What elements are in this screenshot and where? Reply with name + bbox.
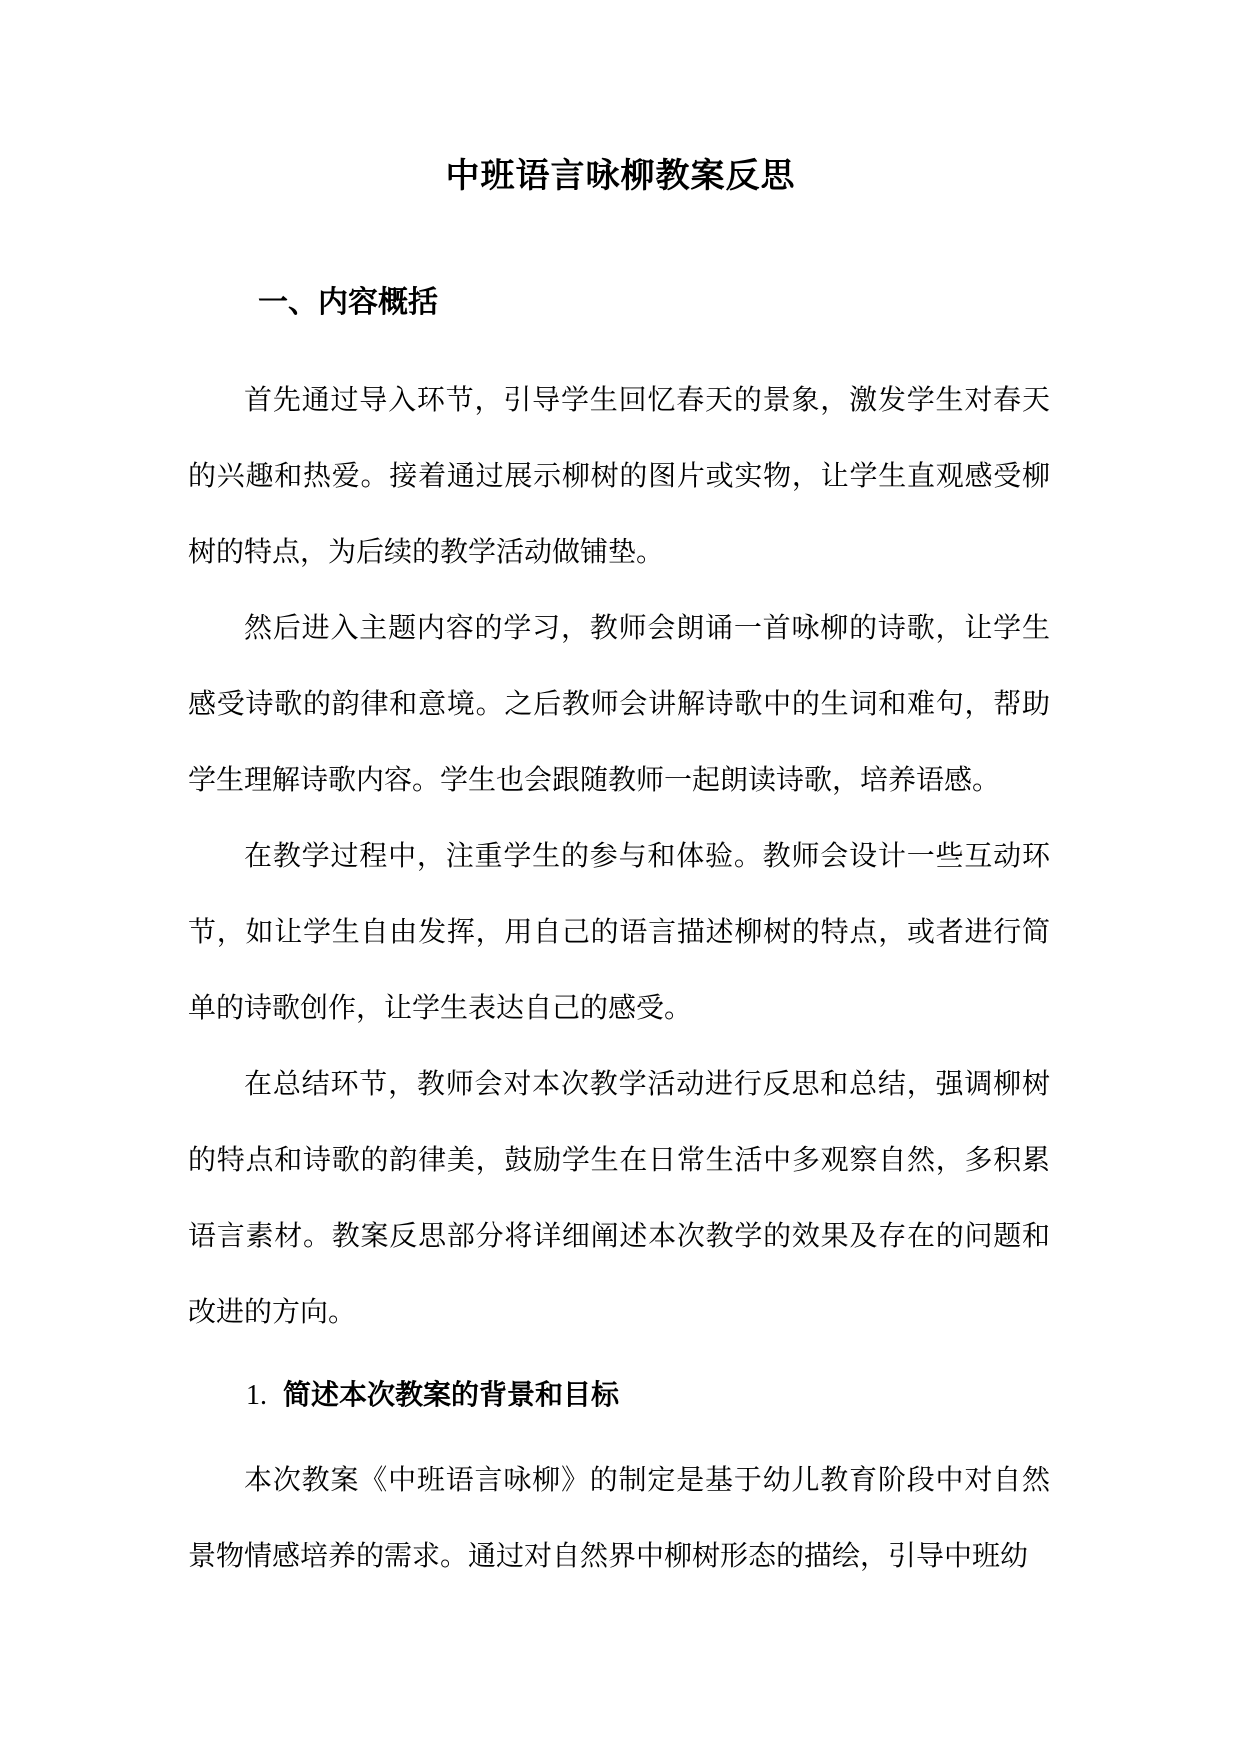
section-body (188, 362, 1050, 1350)
paragraph-interaction: 在教学过程中，注重学生的参与和体验。教师会设计一些互动环节，如让学生自由发挥，用自己的语言描述柳树的特点，或者进行简单的诗歌创作，让学生表达自己的感受。 (188, 839, 1050, 1024)
section-heading-content-summary: 一、内容概括 (258, 285, 438, 320)
paragraph-main-content: 然后进入主题内容的学习，教师会朗诵一首咏柳的诗歌，让学生感受诗歌的韵律和意境。之后教师会讲解诗歌中的生词和难句，帮助学生理解诗歌内容。学生也会跟随教师一起朗读诗歌，培养语感。 (188, 611, 1050, 796)
subsection-heading (246, 1370, 619, 1421)
paragraph-summary: 在总结环节，教师会对本次教学活动进行反思和总结，强调柳树的特点和诗歌的韵律美，鼓励学生在日常生活中多观察自然，多积累语言素材。教案反思部分将详细阐述本次教学的效果及存在的问题和改进的方向。 (188, 1067, 1050, 1328)
document-title: 中班语言咏柳教案反思 (445, 156, 796, 196)
subsection-number: 1. (246, 1380, 267, 1411)
subsection-body (188, 1442, 1050, 1594)
paragraph-introduction: 首先通过导入环节，引导学生回忆春天的景象，激发学生对春天的兴趣和热爱。接着通过展示柳树的图片或实物，让学生直观感受柳树的特点，为后续的教学活动做铺垫。 (188, 383, 1050, 568)
paragraph-background: 本次教案《中班语言咏柳》的制定是基于幼儿教育阶段中对自然景物情感培养的需求。通过对自然界中柳树形态的描绘，引导中班幼 (188, 1463, 1050, 1572)
subsection-title: 简述本次教案的背景和目标 (283, 1378, 620, 1411)
